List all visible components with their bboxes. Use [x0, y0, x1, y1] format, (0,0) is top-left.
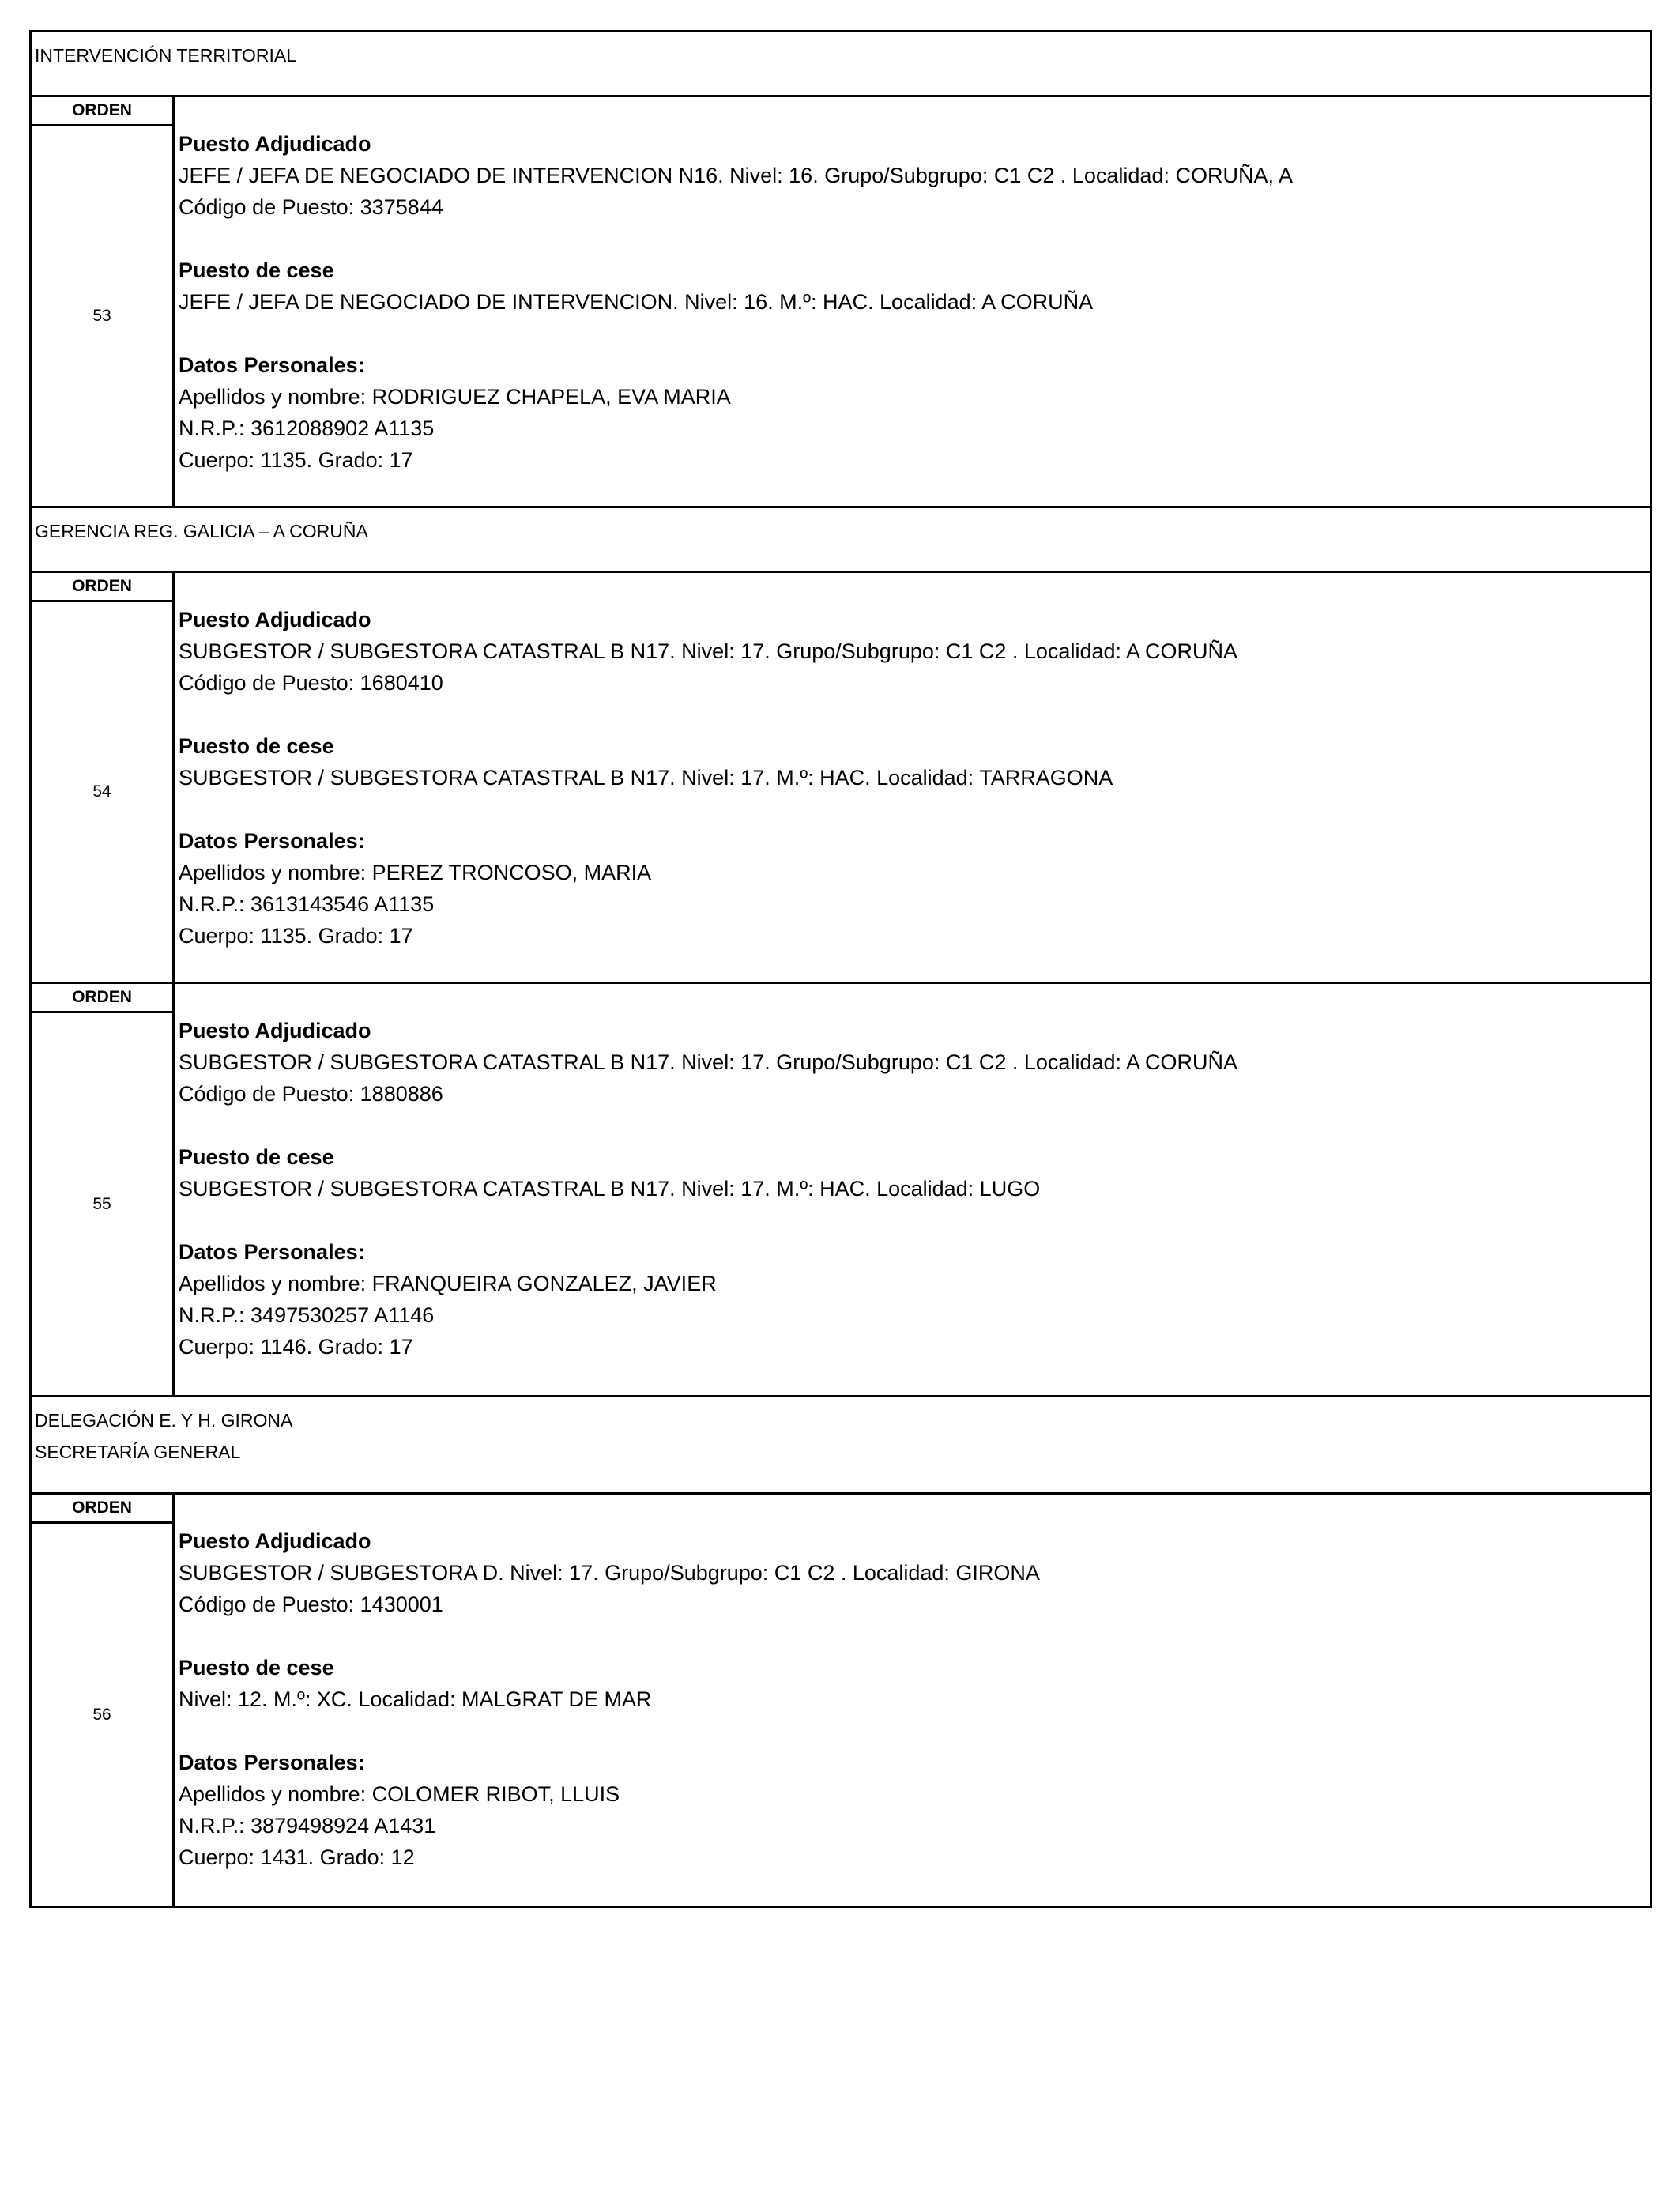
datos-personales-heading: Datos Personales:: [179, 1240, 365, 1264]
unit-header: [32, 32, 1650, 95]
order-label: ORDEN: [32, 1495, 172, 1524]
nrp: N.R.P.: 3612088902 A1135: [179, 417, 435, 440]
apellidos-nombre: Apellidos y nombre: RODRIGUEZ CHAPELA, EVA MARIA: [179, 385, 731, 409]
entries-group: [29, 571, 1652, 1395]
datos-personales-heading: Datos Personales:: [179, 829, 365, 853]
codigo-puesto: Código de Puesto: 1680410: [179, 671, 443, 695]
puesto-cese-text: Nivel: 12. M.º: XC. Localidad: MALGRAT DE MAR: [179, 1687, 652, 1711]
unit-name: INTERVENCIÓN TERRITORIAL: [35, 45, 297, 66]
puesto-cese-heading: Puesto de cese: [179, 1656, 334, 1679]
order-column: [32, 984, 175, 1395]
order-label: ORDEN: [32, 573, 172, 602]
codigo-puesto: Código de Puesto: 1430001: [179, 1593, 443, 1616]
cuerpo-grado: Cuerpo: 1135. Grado: 17: [179, 924, 413, 948]
entry-details: [175, 984, 1650, 1395]
order-number: 54: [92, 782, 111, 801]
document-table: [29, 30, 1652, 1908]
entry-row: [32, 1495, 1650, 1906]
nrp: N.R.P.: 3879498924 A1431: [179, 1814, 436, 1838]
order-number: 53: [92, 307, 111, 325]
puesto-cese-text: JEFE / JEFA DE NEGOCIADO DE INTERVENCION. Nivel: 16. M.º: HAC. Localidad: A CORUÑA: [179, 290, 1094, 314]
nrp: N.R.P.: 3497530257 A1146: [179, 1303, 435, 1327]
codigo-puesto: Código de Puesto: 1880886: [179, 1082, 443, 1106]
puesto-adjudicado-heading: Puesto Adjudicado: [179, 1019, 371, 1042]
unit-section: [29, 30, 1652, 95]
datos-personales-heading: Datos Personales:: [179, 353, 365, 377]
entry-details: [175, 573, 1650, 982]
unit-section: [29, 506, 1652, 571]
puesto-adjudicado-text: SUBGESTOR / SUBGESTORA CATASTRAL B N17. Nivel: 17. Grupo/Subgrupo: C1 C2 . Localidad: A CORUÑA: [179, 1050, 1238, 1074]
entry-details: [175, 97, 1650, 506]
puesto-adjudicado-heading: Puesto Adjudicado: [179, 1529, 371, 1553]
apellidos-nombre: Apellidos y nombre: COLOMER RIBOT, LLUIS: [179, 1782, 620, 1806]
order-column: [32, 1495, 175, 1906]
entries-group: [29, 1492, 1652, 1908]
puesto-cese-text: SUBGESTOR / SUBGESTORA CATASTRAL B N17. Nivel: 17. M.º: HAC. Localidad: LUGO: [179, 1177, 1041, 1201]
cuerpo-grado: Cuerpo: 1146. Grado: 17: [179, 1335, 413, 1359]
codigo-puesto: Código de Puesto: 3375844: [179, 195, 443, 219]
puesto-adjudicado-heading: Puesto Adjudicado: [179, 608, 371, 631]
entry-row: [32, 573, 1650, 982]
unit-header: [32, 1397, 1650, 1492]
datos-personales-heading: Datos Personales:: [179, 1751, 365, 1774]
puesto-adjudicado-text: SUBGESTOR / SUBGESTORA CATASTRAL B N17. Nivel: 17. Grupo/Subgrupo: C1 C2 . Localidad: A CORUÑA: [179, 639, 1238, 663]
entry-row: [32, 982, 1650, 1395]
unit-subname: SECRETARÍA GENERAL: [35, 1442, 241, 1462]
entry-row: [32, 97, 1650, 506]
apellidos-nombre: Apellidos y nombre: FRANQUEIRA GONZALEZ, JAVIER: [179, 1272, 717, 1295]
entry-details: [175, 1495, 1650, 1906]
order-number: 55: [92, 1194, 111, 1213]
unit-name: DELEGACIÓN E. Y H. GIRONA: [35, 1410, 293, 1431]
unit-section: [29, 1395, 1652, 1492]
order-label: ORDEN: [32, 97, 172, 126]
puesto-cese-heading: Puesto de cese: [179, 734, 334, 758]
order-label: ORDEN: [32, 984, 172, 1013]
puesto-adjudicado-text: JEFE / JEFA DE NEGOCIADO DE INTERVENCION N16. Nivel: 16. Grupo/Subgrupo: C1 C2 . Localidad: CORUÑA, A: [179, 164, 1293, 187]
order-column: [32, 573, 175, 982]
apellidos-nombre: Apellidos y nombre: PEREZ TRONCOSO, MARIA: [179, 861, 652, 884]
unit-header: [32, 508, 1650, 571]
order-number: 56: [92, 1705, 111, 1724]
puesto-adjudicado-text: SUBGESTOR / SUBGESTORA D. Nivel: 17. Grupo/Subgrupo: C1 C2 . Localidad: GIRONA: [179, 1561, 1040, 1585]
order-column: [32, 97, 175, 506]
puesto-cese-text: SUBGESTOR / SUBGESTORA CATASTRAL B N17. Nivel: 17. M.º: HAC. Localidad: TARRAGONA: [179, 766, 1113, 790]
cuerpo-grado: Cuerpo: 1431. Grado: 12: [179, 1845, 415, 1869]
unit-name: GERENCIA REG. GALICIA – A CORUÑA: [35, 521, 368, 541]
entries-group: [29, 95, 1652, 506]
puesto-adjudicado-heading: Puesto Adjudicado: [179, 132, 371, 156]
puesto-cese-heading: Puesto de cese: [179, 258, 334, 282]
nrp: N.R.P.: 3613143546 A1135: [179, 892, 435, 916]
cuerpo-grado: Cuerpo: 1135. Grado: 17: [179, 448, 413, 472]
puesto-cese-heading: Puesto de cese: [179, 1145, 334, 1169]
